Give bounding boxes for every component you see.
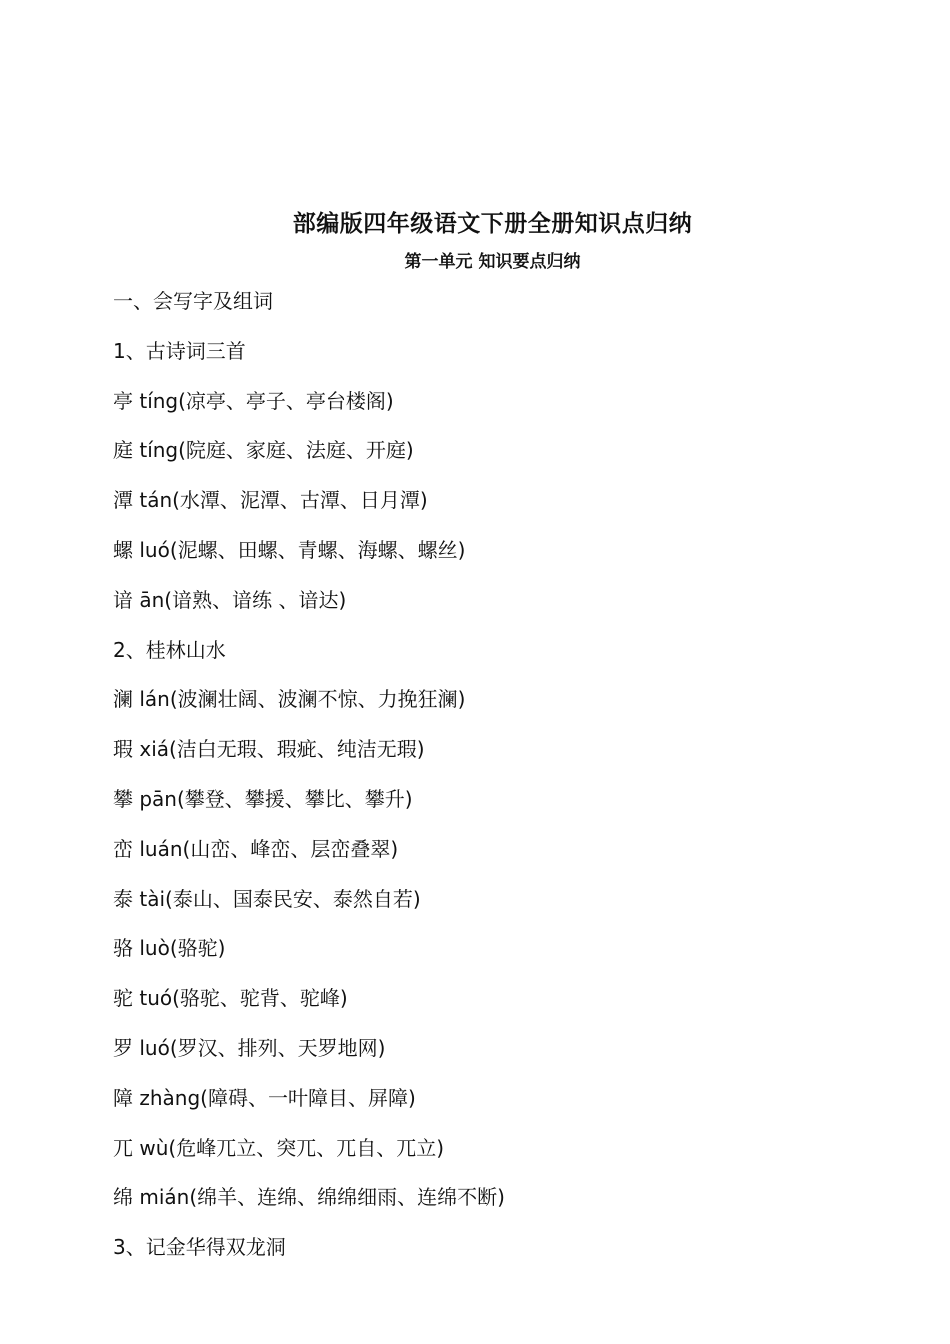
- vocab-line: 驼 tuó(骆驼、驼背、驼峰): [113, 986, 348, 1011]
- vocab-line: 泰 tài(泰山、国泰民安、泰然自若): [113, 886, 421, 911]
- document-title: 部编版四年级语文下册全册知识点归纳: [292, 211, 693, 237]
- vocab-line: 庭 tíng(院庭、家庭、法庭、开庭): [113, 438, 414, 463]
- vocab-line: 瑕 xiá(洁白无瑕、瑕疵、纯洁无瑕): [113, 737, 425, 762]
- vocab-line: 绵 mián(绵羊、连绵、绵绵细雨、连绵不断): [113, 1185, 505, 1210]
- lesson-heading: 1、古诗词三首: [113, 338, 246, 363]
- lesson-heading: 2、桂林山水: [113, 637, 226, 662]
- vocab-line: 澜 lán(波澜壮阔、波澜不惊、力挽狂澜): [113, 687, 466, 712]
- vocab-line: 谙 ān(谙熟、谙练 、谙达): [113, 587, 347, 612]
- lesson-heading: 3、记金华得双龙洞: [113, 1235, 286, 1260]
- content-lines: [113, 284, 913, 1280]
- vocab-line: 兀 wù(危峰兀立、突兀、兀自、兀立): [113, 1135, 444, 1160]
- section-heading-characters: 一、会写字及组词: [113, 289, 273, 313]
- vocab-line: 亭 tíng(凉亭、亭子、亭台楼阁): [113, 388, 394, 413]
- vocab-line: 潭 tán(水潭、泥潭、古潭、日月潭): [113, 488, 428, 513]
- vocab-line: 障 zhàng(障碍、一叶障目、屏障): [113, 1085, 416, 1110]
- unit-heading: 第一单元 知识要点归纳: [404, 252, 581, 272]
- vocab-line: 骆 luò(骆驼): [113, 936, 226, 961]
- vocab-line: 峦 luán(山峦、峰峦、层峦叠翠): [113, 836, 399, 861]
- vocab-line: 螺 luó(泥螺、田螺、青螺、海螺、螺丝): [113, 537, 466, 562]
- vocab-line: 攀 pān(攀登、攀援、攀比、攀升): [113, 786, 413, 811]
- vocab-line: 罗 luó(罗汉、排列、天罗地网): [113, 1035, 386, 1060]
